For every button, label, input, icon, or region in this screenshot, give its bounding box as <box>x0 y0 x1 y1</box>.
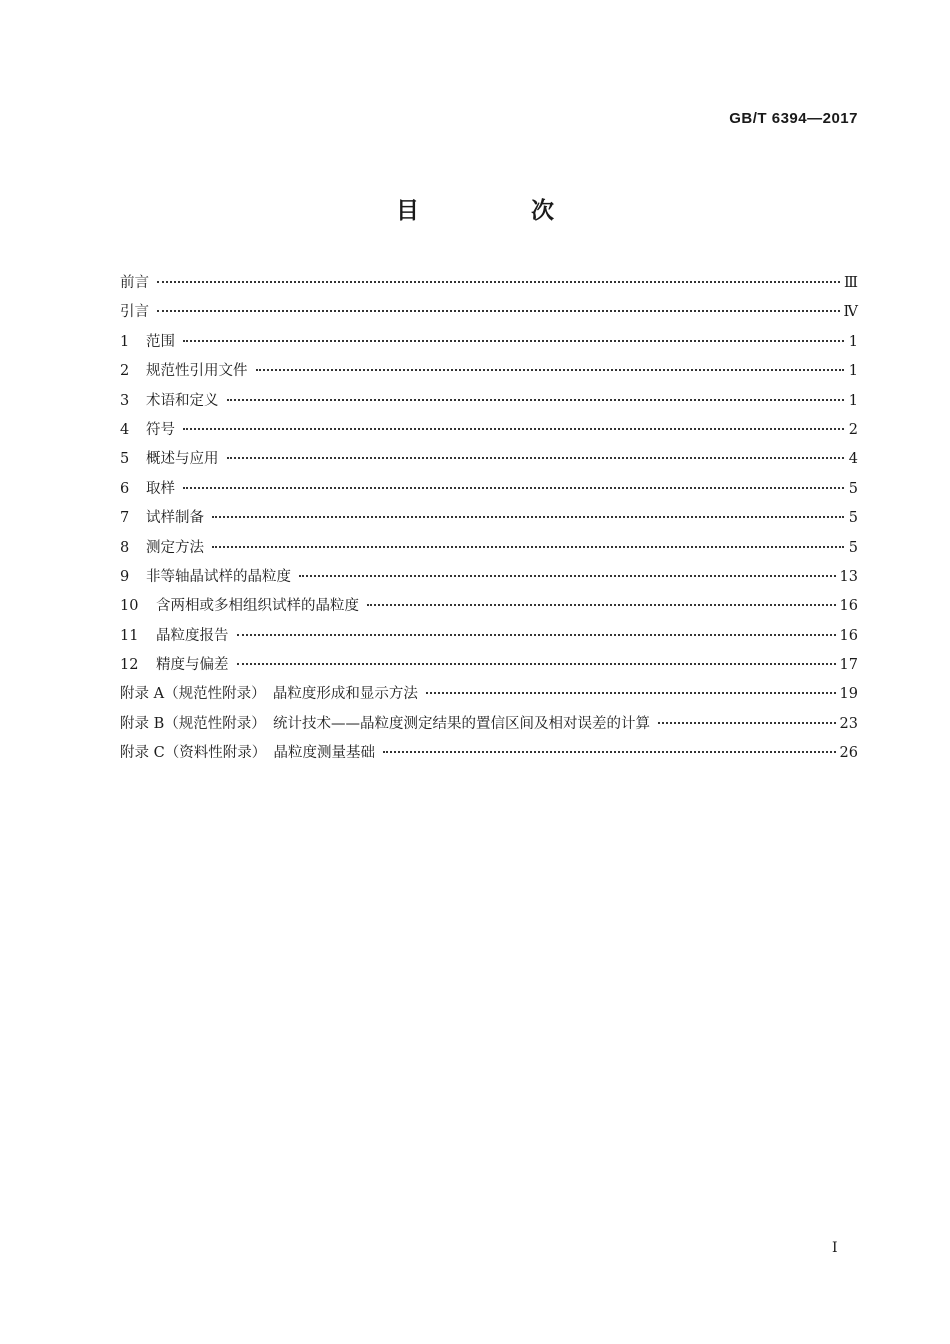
toc-entry-8[interactable] <box>120 534 858 563</box>
toc-entry-number: 5 <box>120 451 130 468</box>
toc-entry-number: 9 <box>120 568 130 585</box>
dot-leader <box>658 721 836 724</box>
toc-entry-number: 10 <box>120 598 139 615</box>
dot-leader <box>299 574 836 577</box>
dot-leader <box>237 633 836 636</box>
toc-entry-11[interactable] <box>120 622 858 651</box>
page-title: 目 次 <box>395 198 606 224</box>
toc-entry-number: 3 <box>120 392 130 409</box>
dot-leader <box>157 280 840 283</box>
dot-leader <box>256 368 845 371</box>
toc-entry-page: 19 <box>839 686 858 703</box>
toc-entry-number: 12 <box>120 657 139 674</box>
dot-leader <box>367 603 836 606</box>
dot-leader <box>212 515 844 518</box>
table-of-contents <box>120 269 858 769</box>
toc-entry-number: 2 <box>120 363 130 380</box>
toc-entry-6[interactable] <box>120 475 858 504</box>
toc-entry-page: 5 <box>848 480 858 497</box>
dot-leader <box>426 691 836 694</box>
dot-leader <box>383 750 836 753</box>
toc-entry-label: 5 概述与应用 <box>120 445 223 474</box>
toc-entry-label: 9 非等轴晶试样的晶粒度 <box>120 563 295 592</box>
toc-entry-label: 前言 <box>120 275 149 291</box>
standard-code: GB/T 6394—2017 <box>729 110 858 127</box>
page-number: I <box>832 1240 838 1256</box>
dot-leader <box>212 545 844 548</box>
dot-leader <box>227 398 845 401</box>
toc-entry-number: 7 <box>120 510 130 527</box>
toc-entry-label: 引言 <box>120 304 149 321</box>
toc-entry-number: 8 <box>120 539 130 556</box>
toc-entry-label: 10 含两相或多相组织试样的晶粒度 <box>120 592 363 621</box>
toc-entry-appendix-b[interactable] <box>120 710 858 739</box>
toc-entry-page: 5 <box>848 539 858 556</box>
toc-entry-page: 16 <box>839 627 858 644</box>
toc-entry-page: 16 <box>839 598 858 615</box>
toc-entry-number: 6 <box>120 480 130 497</box>
toc-entry-page: 26 <box>839 745 858 762</box>
toc-entry-label: 2 规范性引用文件 <box>120 357 252 386</box>
toc-entry-label: 11 晶粒度报告 <box>120 622 233 651</box>
dot-leader <box>183 486 844 489</box>
toc-entry-appendix-c[interactable] <box>120 739 858 768</box>
toc-entry-label: 8 测定方法 <box>120 534 208 563</box>
toc-entry-5[interactable] <box>120 445 858 474</box>
toc-entry-label: 3 术语和定义 <box>120 387 223 416</box>
toc-entry-page: 1 <box>848 363 858 380</box>
toc-entry-label: 附录 A（规范性附录） 晶粒度形成和显示方法 <box>120 686 418 703</box>
toc-entry-label: 附录 C（资料性附录） 晶粒度测量基础 <box>120 745 375 762</box>
toc-entry-3[interactable] <box>120 387 858 416</box>
toc-entry-label: 4 符号 <box>120 416 179 445</box>
toc-entry-2[interactable] <box>120 357 858 386</box>
toc-entry-7[interactable] <box>120 504 858 533</box>
toc-entry-page: 4 <box>848 451 858 468</box>
toc-entry-introduction[interactable] <box>120 298 858 327</box>
toc-entry-number: 11 <box>120 627 139 644</box>
toc-entry-number: 1 <box>120 333 130 350</box>
toc-entry-label: 6 取样 <box>120 475 179 504</box>
toc-entry-label: 1 范围 <box>120 328 179 357</box>
toc-entry-page: 17 <box>839 657 858 674</box>
toc-entry-label: 7 试样制备 <box>120 504 208 533</box>
toc-entry-page: 1 <box>848 392 858 409</box>
dot-leader <box>237 662 836 665</box>
toc-entry-page: 23 <box>839 715 858 732</box>
toc-entry-label: 12 精度与偏差 <box>120 651 233 680</box>
toc-entry-4[interactable] <box>120 416 858 445</box>
toc-entry-page: Ⅳ <box>843 304 858 321</box>
toc-entry-number: 4 <box>120 421 130 438</box>
toc-entry-appendix-a[interactable] <box>120 680 858 709</box>
toc-entry-page: Ⅲ <box>844 275 858 291</box>
toc-entry-9[interactable] <box>120 563 858 592</box>
toc-entry-10[interactable] <box>120 592 858 621</box>
dot-leader <box>183 339 844 342</box>
toc-entry-12[interactable] <box>120 651 858 680</box>
toc-entry-page: 1 <box>848 333 858 350</box>
dot-leader <box>227 456 845 459</box>
toc-entry-foreword[interactable] <box>120 269 858 298</box>
dot-leader <box>157 309 840 312</box>
dot-leader <box>183 427 844 430</box>
toc-entry-page: 5 <box>848 510 858 527</box>
toc-entry-1[interactable] <box>120 328 858 357</box>
toc-entry-label: 附录 B（规范性附录） 统计技术——晶粒度测定结果的置信区间及相对误差的计算 <box>120 715 651 732</box>
toc-entry-page: 2 <box>848 421 858 438</box>
toc-entry-page: 13 <box>839 568 858 585</box>
